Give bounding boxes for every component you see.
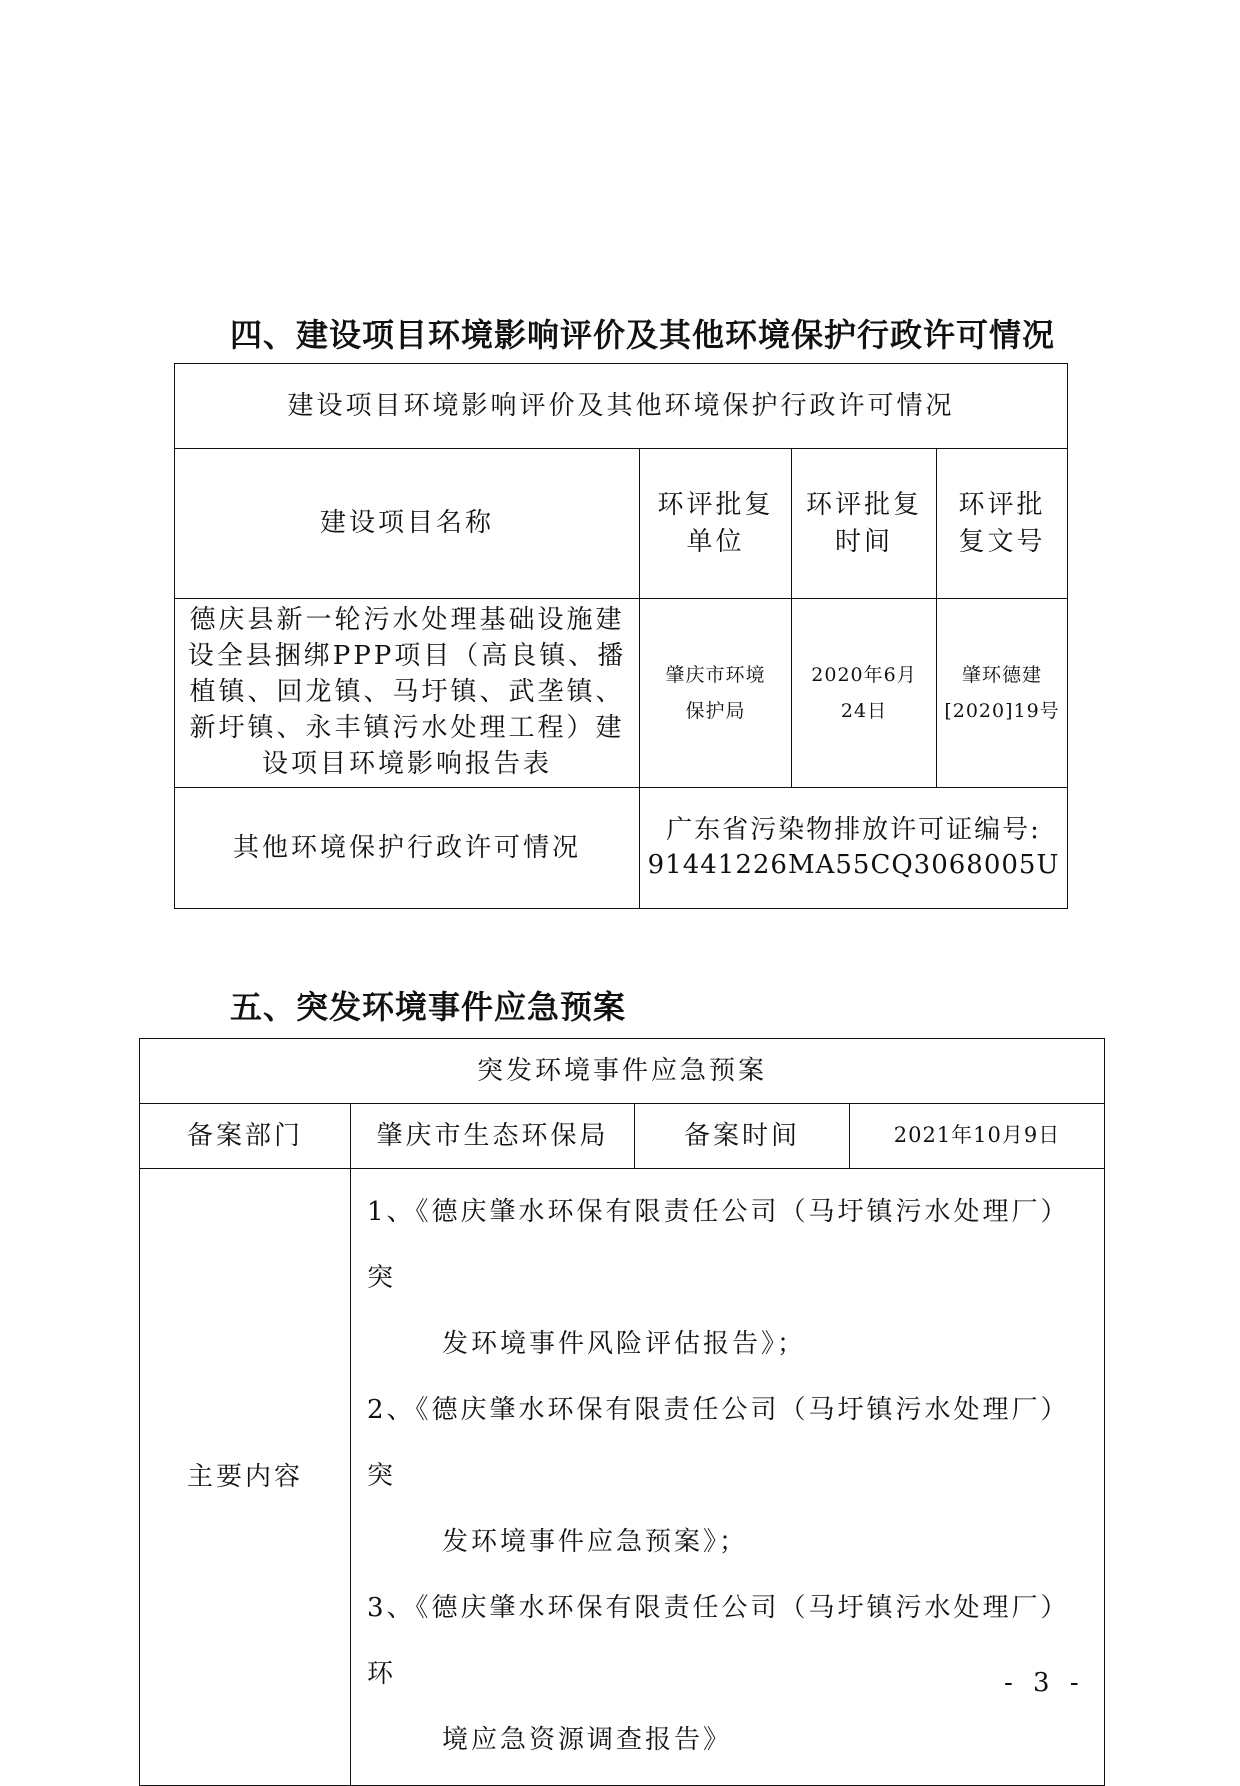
emergency-plan-table (139, 1038, 1105, 1786)
permit-number: 91441226MA55CQ3068005U (647, 850, 1060, 880)
header-approval-doc: 环评批复文号 (937, 449, 1068, 599)
permit-label: 广东省污染物排放许可证编号: (666, 814, 1041, 845)
project-name-cell: 德庆县新一轮污水处理基础设施建设全县捆绑PPP项目（高良镇、播植镇、回龙镇、马圩镇、武垄镇、新圩镇、永丰镇污水处理工程）建设项目环境影响报告表 (175, 599, 640, 788)
main-content-label: 主要内容 (140, 1169, 351, 1786)
list-item-line2: 发环境事件应急预案》； (442, 1527, 749, 1557)
header-approval-unit: 环评批复单位 (640, 449, 792, 599)
filing-dept-value: 肇庆市生态环保局 (351, 1104, 635, 1169)
list-item (367, 1377, 1094, 1575)
list-item-line1: 3、《德庆肇水环保有限责任公司（马圩镇污水处理厂）环 (367, 1593, 1070, 1689)
eia-table (174, 363, 1068, 909)
other-permit-label: 其他环境保护行政许可情况 (175, 788, 640, 909)
approval-time-cell: 2020年6月24日 (792, 599, 937, 788)
filing-time-value: 2021年10月9日 (850, 1104, 1105, 1169)
list-item-line1: 1、《德庆肇水环保有限责任公司（马圩镇污水处理厂）突 (367, 1197, 1070, 1293)
section-4-heading: 四、建设项目环境影响评价及其他环境保护行政许可情况 (230, 316, 1056, 354)
emergency-table-title: 突发环境事件应急预案 (140, 1039, 1105, 1104)
page-number: - 3 - (1004, 1668, 1085, 1698)
list-item (367, 1575, 1094, 1773)
eia-table-title: 建设项目环境影响评价及其他环境保护行政许可情况 (175, 364, 1068, 449)
main-content-list (351, 1169, 1105, 1786)
list-item (367, 1179, 1094, 1377)
list-item-line2: 境应急资源调查报告》 (442, 1725, 733, 1755)
permit-cell (640, 788, 1068, 909)
list-item-line2: 发环境事件风险评估报告》； (442, 1329, 807, 1359)
filing-dept-label: 备案部门 (140, 1104, 351, 1169)
section-5-heading: 五、突发环境事件应急预案 (230, 988, 627, 1026)
approval-unit-cell: 肇庆市环境保护局 (640, 599, 792, 788)
list-item-line1: 2、《德庆肇水环保有限责任公司（马圩镇污水处理厂）突 (367, 1395, 1070, 1491)
approval-doc-cell: 肇环德建[2020]19号 (937, 599, 1068, 788)
header-approval-time: 环评批复时间 (792, 449, 937, 599)
header-project-name: 建设项目名称 (175, 449, 640, 599)
filing-time-label: 备案时间 (635, 1104, 850, 1169)
